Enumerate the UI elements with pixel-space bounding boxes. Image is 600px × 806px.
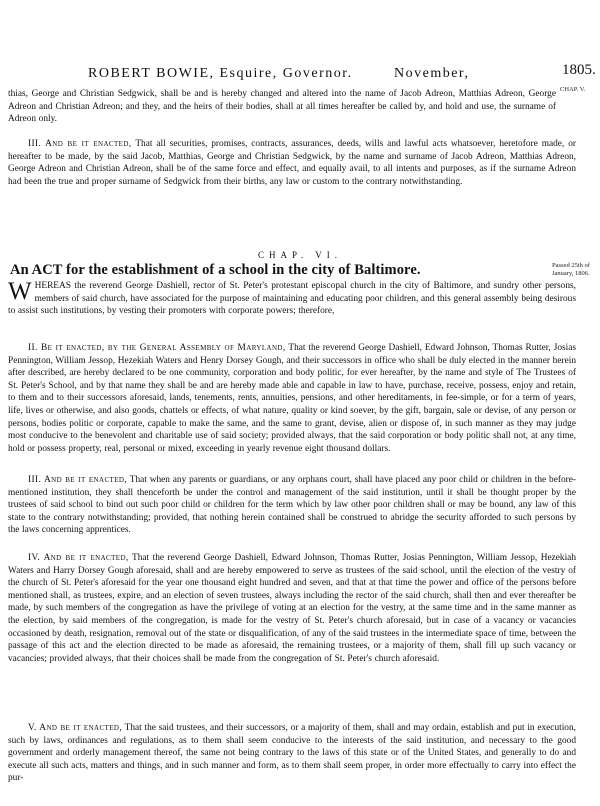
section-text-iii-b (8, 474, 576, 537)
section-text-ii (8, 342, 576, 455)
paragraph-continuation: thias, George and Christian Sedgwick, shall be and is hereby changed and altered into the name of Jacob Adreon, Matthias Adreon, George Adreon and Christian Adreon; and they, and the heirs of their bodies, shall at all times hereafter be called by, and hold and use, the surname of Adreon only. (8, 89, 556, 125)
drop-cap: W (8, 278, 32, 305)
chapter-heading: CHAP. VI. (257, 250, 343, 260)
margin-note-passed: Passed 25th of January, 1806. (552, 262, 590, 277)
paragraph-section-iii-b (8, 474, 576, 537)
section-text-2 (8, 138, 576, 188)
section-lead: II. Be it enacted, by the General Assembly of Maryland, (28, 343, 286, 353)
section-lead: V. And be it enacted, (28, 723, 123, 733)
section-body: That all securities, promises, contracts, assurances, deeds, wills and lawful acts whatsoever, heretofore made, or hereafter to be made, by the said Jacob, Matthias, George and Christian Sedgwick, by the name and surname of Jacob Adreon, Matthias Adreon, George Adreon and Christian Adreon, shall be of the same force and effect, and equally avail, to all intents and purposes, as if the surname Adreon had been the true and proper surname of Sedgwick from their births, any law or custom to the contrary notwithstanding. (8, 139, 576, 187)
paragraph-section-iv (8, 552, 576, 665)
header-year: 1805. (562, 62, 596, 78)
act-title: An ACT for the establishment of a school in the city of Baltimore. (10, 262, 421, 278)
section-lead: III. And be it enacted, (28, 139, 132, 149)
section-body: That the reverend George Dashiell, Edward Johnson, Thomas Rutter, Josias Pennington, William Jessop, Hezekiah Waters and Henry Dorsey Gough, and their successors in office who shall be duly elected in the manner herein after described, are hereby declared to be one community, corporation and body politic, for ever hereafter, by the name and style of The Trustees of St. Peter's School, and by that name they shall be and are hereby made able and capable in law to have, purchase, receive, possess, enjoy and retain, to them and to their successors aforesaid, lands, tenements, rents, annuities, pensions, and other hereditaments, in fee-simple, or for a term of years, life, lives or otherwise, and also goods, chattels or effects, of what nature, quality or kind soever, by the gift, bargain, sale or devise, of any person or persons, bodies politic or corporate, capable to make the same, and the same to grant, devise, alien or dispose of, in such manner as they may judge most conducive to the benevolent and charitable use of said society; provided always, that the said corporation or body politic shall not, at any time, hold or possess property, real, personal or mixed, exceeding in yearly revenue eight thousand dollars. (8, 343, 577, 454)
paragraph-preamble (8, 280, 576, 318)
paragraph-section-ii (8, 342, 576, 455)
paragraph-section-iii (8, 138, 576, 188)
section-body: That when any parents or guardians, or any orphans court, shall have placed any poor child or children in the before-mentioned institution, they shall thenceforth be under the control and management of the said institution, until it shall be thought proper by the trustees of said school to bind out such poor child or children for the term which by law other poor children shall or may be bound, any law of this state to the contrary notwithstanding; provided, that nothing herein contained shall be construed to abridge the security afforded to such persons by the laws concerning apprentices. (8, 475, 576, 536)
section-text-1 (8, 88, 556, 126)
preamble-body: HEREAS the reverend George Dashiell, rector of St. Peter's protestant episcopal church in the city of Baltimore, and sundry other persons, members of said church, have associated for the purpose of maintaining and educating poor children, and this general assembly being desirous to assist such institutions, by vesting their promoters with corporate powers; therefore, (8, 281, 576, 317)
margin-note-chap-v: CHAP. V. (560, 86, 586, 93)
paragraph-section-v (8, 722, 576, 785)
header-title: ROBERT BOWIE, Esquire, Governor. (88, 66, 353, 81)
section-body: That the reverend George Dashiell, Edward Johnson, Thomas Rutter, Josias Pennington, William Jessop, Hezekiah Waters and Harry Dorsey Gough aforesaid, shall and are hereby empowered to serve as trustees of the said school, until the election of the vestry of the church of St. Peter's aforesaid for the year one thousand eight hundred and seven, and that at that time the power and office of the persons before mentioned shall, as trustees, expire, and an election of seven trustees, always including the rector of the said church, shall then and ever thereafter be made, by such members of the congregation as have the privilege of voting at an election for the vestry, at the same time and in the same manner as the election, by said members of the congregation, is made for the vestry of St. Peter's church aforesaid, but in case of a vacancy or vacancies occasioned by death, resignation, removal out of the state or disqualification, of any of the said trustees in the intermediate space of time, between the passage of this act and the election directed to be made as aforesaid, the remaining trustees, or a majority of them, shall fill up such vacancy or vacancies; provided always, that their choices shall be made from the congregation of St. Peter's church aforesaid. (8, 553, 576, 664)
section-lead: IV. And be it enacted, (28, 553, 129, 563)
section-body: That the said trustees, and their successors, or a majority of them, shall and may ordain, establish and put in execution, such by laws, ordinances and regulations, as to them shall seem conducive to the interests of the said institution, and necessary to the good government and orderly management thereof, the same not being contrary to the laws of this state or of the United States, and generally to do and execute all such acts, matters and things, and in such manner and form, as to them shall seem proper, in order more effectually to carry into effect the pur- (8, 723, 576, 784)
section-text-preamble (8, 280, 576, 318)
section-lead: III. And be it enacted, (28, 475, 128, 485)
header-date: November, (394, 66, 470, 81)
section-text-iv (8, 552, 576, 665)
section-text-v (8, 722, 576, 785)
